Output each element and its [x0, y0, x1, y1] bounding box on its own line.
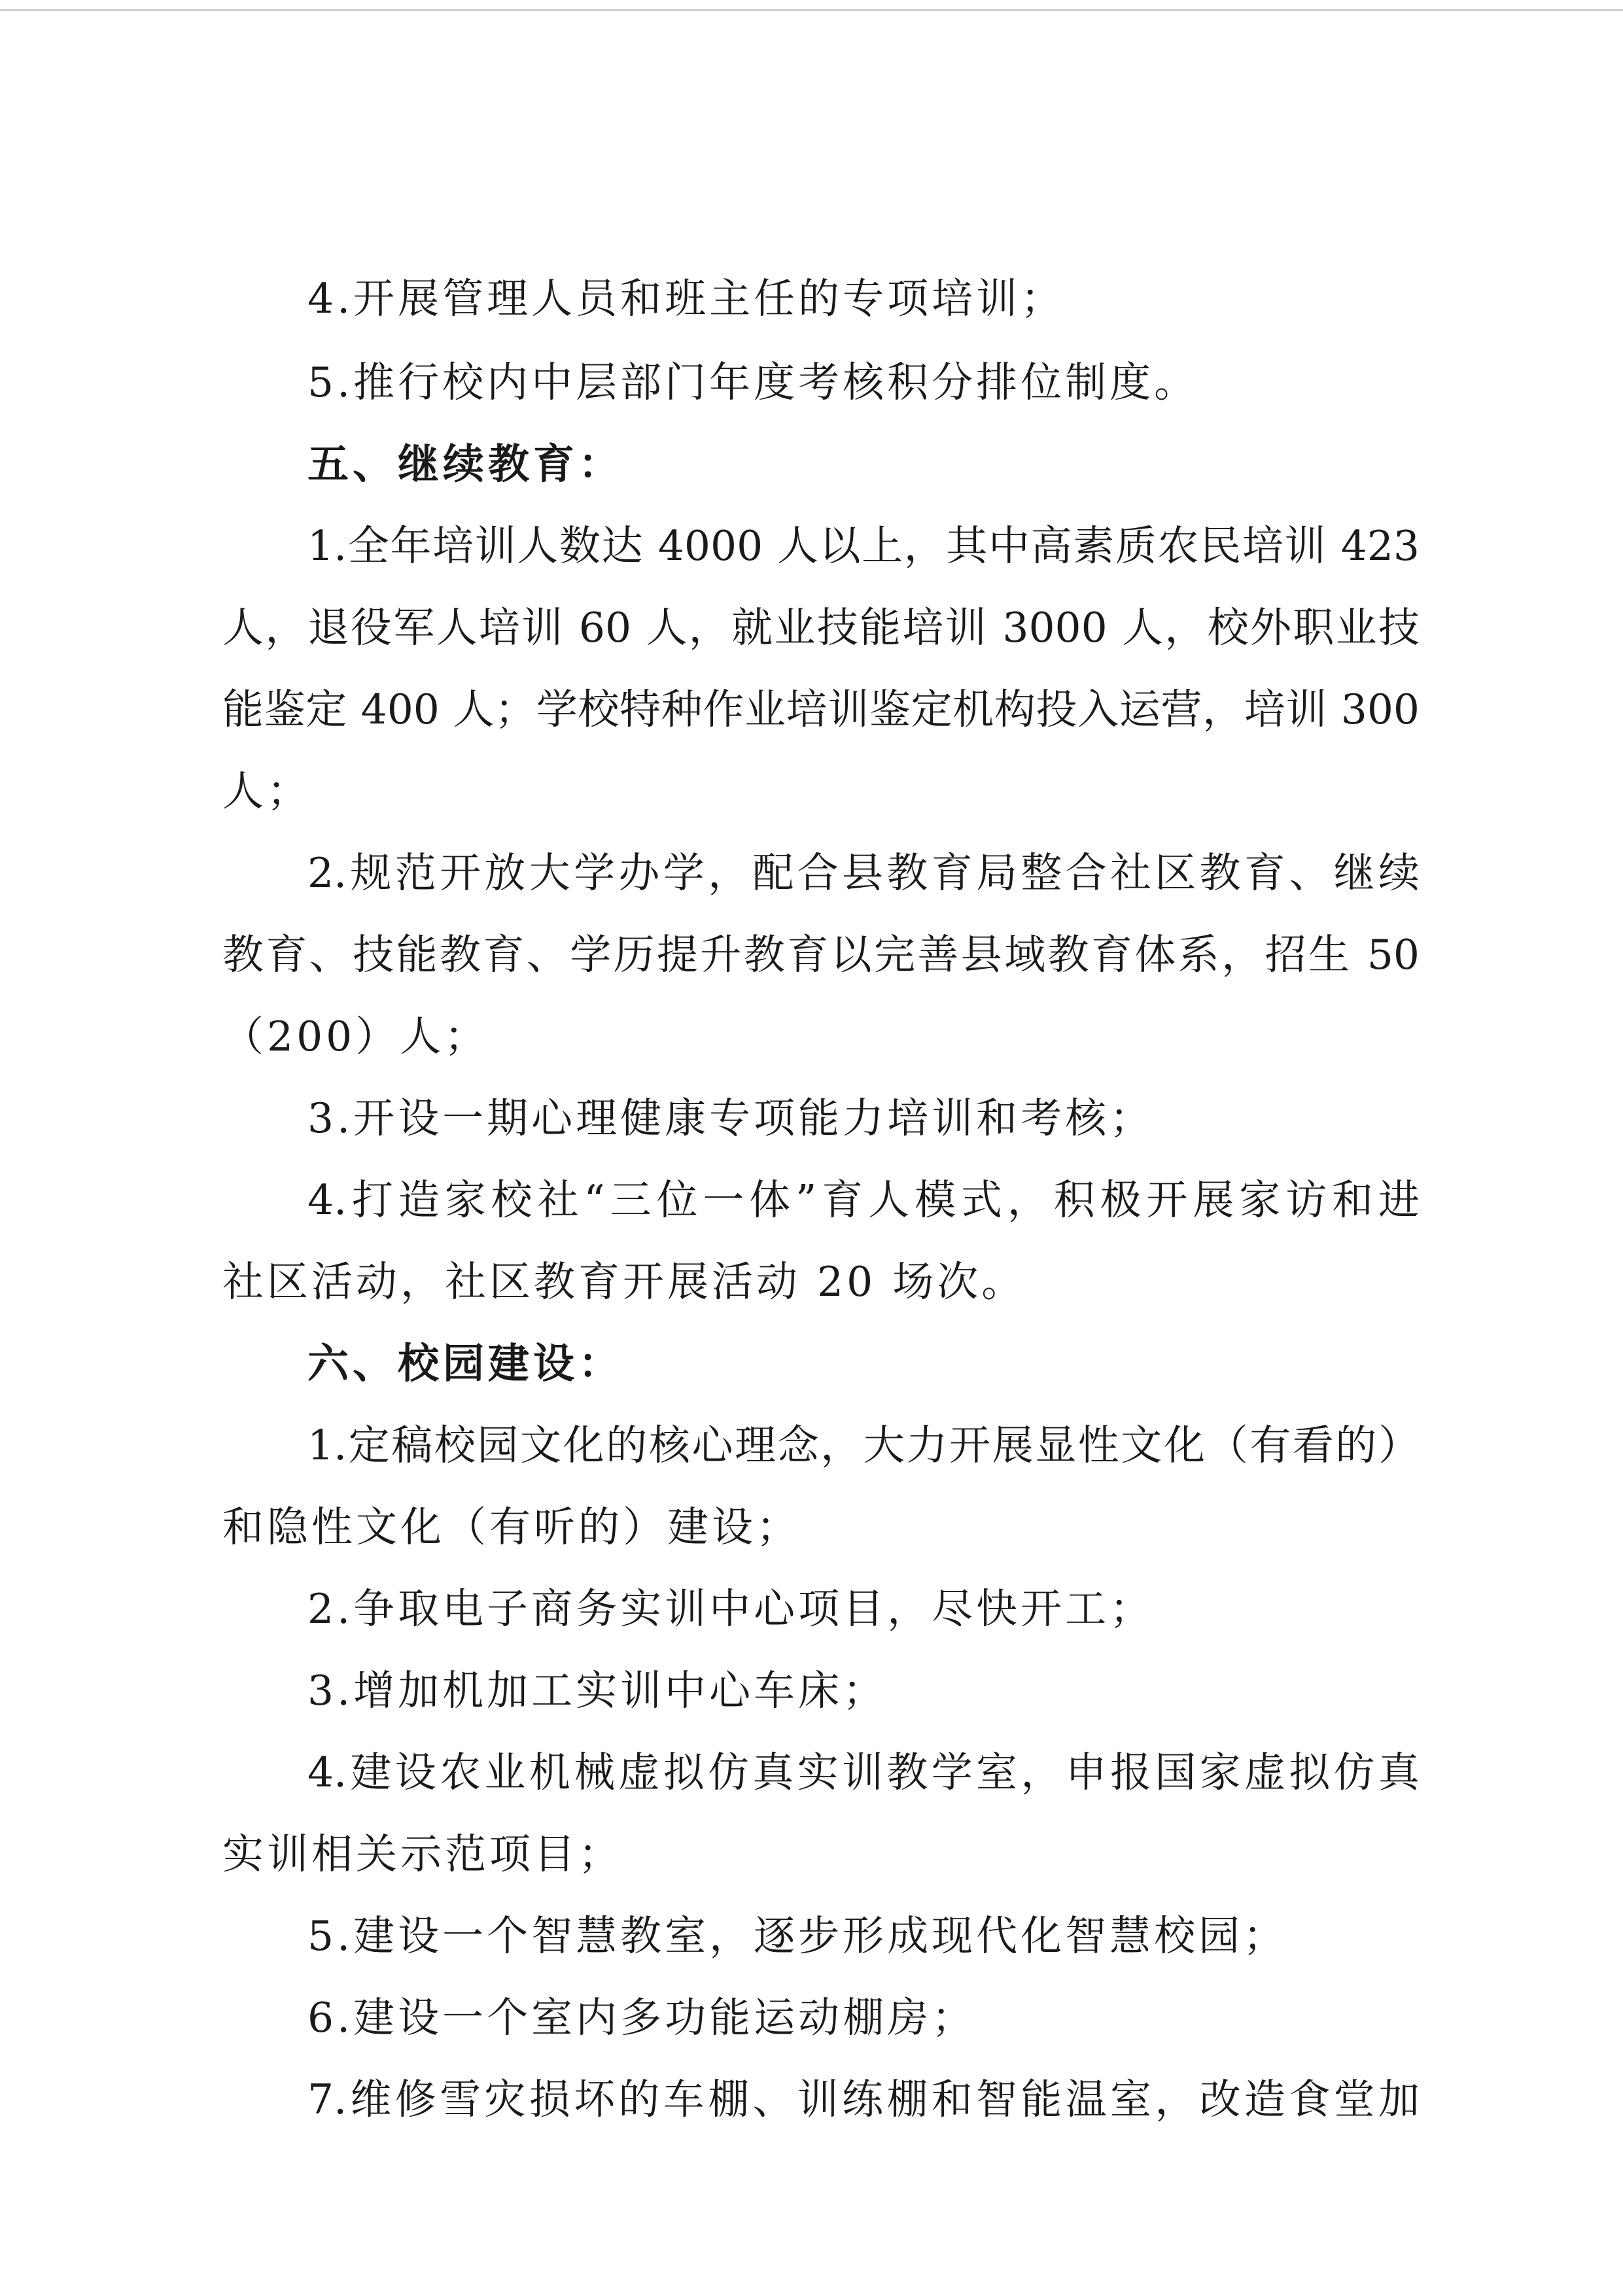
text-line-9: 教育、技能教育、学历提升教育以完善县域教育体系，招生 50	[222, 931, 1420, 979]
text-line-20: 实训相关示范项目；	[222, 1830, 623, 1878]
text-line-18: 3.增加机加工实训中心车床；	[307, 1667, 888, 1714]
text-line-23: 7.维修雪灾损坏的车棚、训练棚和智能温室，改造食堂加	[307, 2076, 1420, 2123]
text-line-17: 2.争取电子商务实训中心项目，尽快开工；	[307, 1585, 1155, 1633]
text-line-15: 1.定稿校园文化的核心理念，大力开展显性文化（有看的）	[307, 1421, 1420, 1469]
text-line-10: （200）人；	[222, 1013, 489, 1060]
text-line-13: 社区活动，社区教育开展活动 20 场次。	[222, 1258, 1026, 1306]
text-line-12: 4.打造家校社“三位一体”育人模式，积极开展家访和进	[307, 1176, 1420, 1224]
section-heading-continuing-education: 五、继续教育：	[307, 440, 623, 488]
text-line-4: 1.全年培训人数达 4000 人以上，其中高素质农民培训 423	[307, 522, 1420, 570]
text-line-19: 4.建设农业机械虚拟仿真实训教学室，申报国家虚拟仿真	[307, 1748, 1420, 1796]
text-line-1: 4.开展管理人员和班主任的专项培训；	[307, 275, 1066, 322]
section-heading-campus-construction: 六、校园建设：	[307, 1340, 623, 1387]
text-line-5: 人，退役军人培训 60 人，就业技能培训 3000 人，校外职业技	[222, 604, 1420, 652]
text-line-2: 5.推行校内中层部门年度考核积分排位制度。	[307, 358, 1199, 406]
text-line-6: 能鉴定 400 人；学校特种作业培训鉴定机构投入运营，培训 300	[222, 686, 1420, 733]
text-line-22: 6.建设一个室内多功能运动棚房；	[307, 1994, 977, 2042]
text-line-16: 和隐性文化（有听的）建设；	[222, 1503, 801, 1551]
text-line-8: 2.规范开放大学办学，配合县教育局整合社区教育、继续	[307, 849, 1420, 897]
text-line-21: 5.建设一个智慧教室，逐步形成现代化智慧校园；	[307, 1912, 1288, 1960]
text-line-7: 人；	[222, 767, 311, 815]
text-line-11: 3.开设一期心理健康专项能力培训和考核；	[307, 1094, 1155, 1142]
